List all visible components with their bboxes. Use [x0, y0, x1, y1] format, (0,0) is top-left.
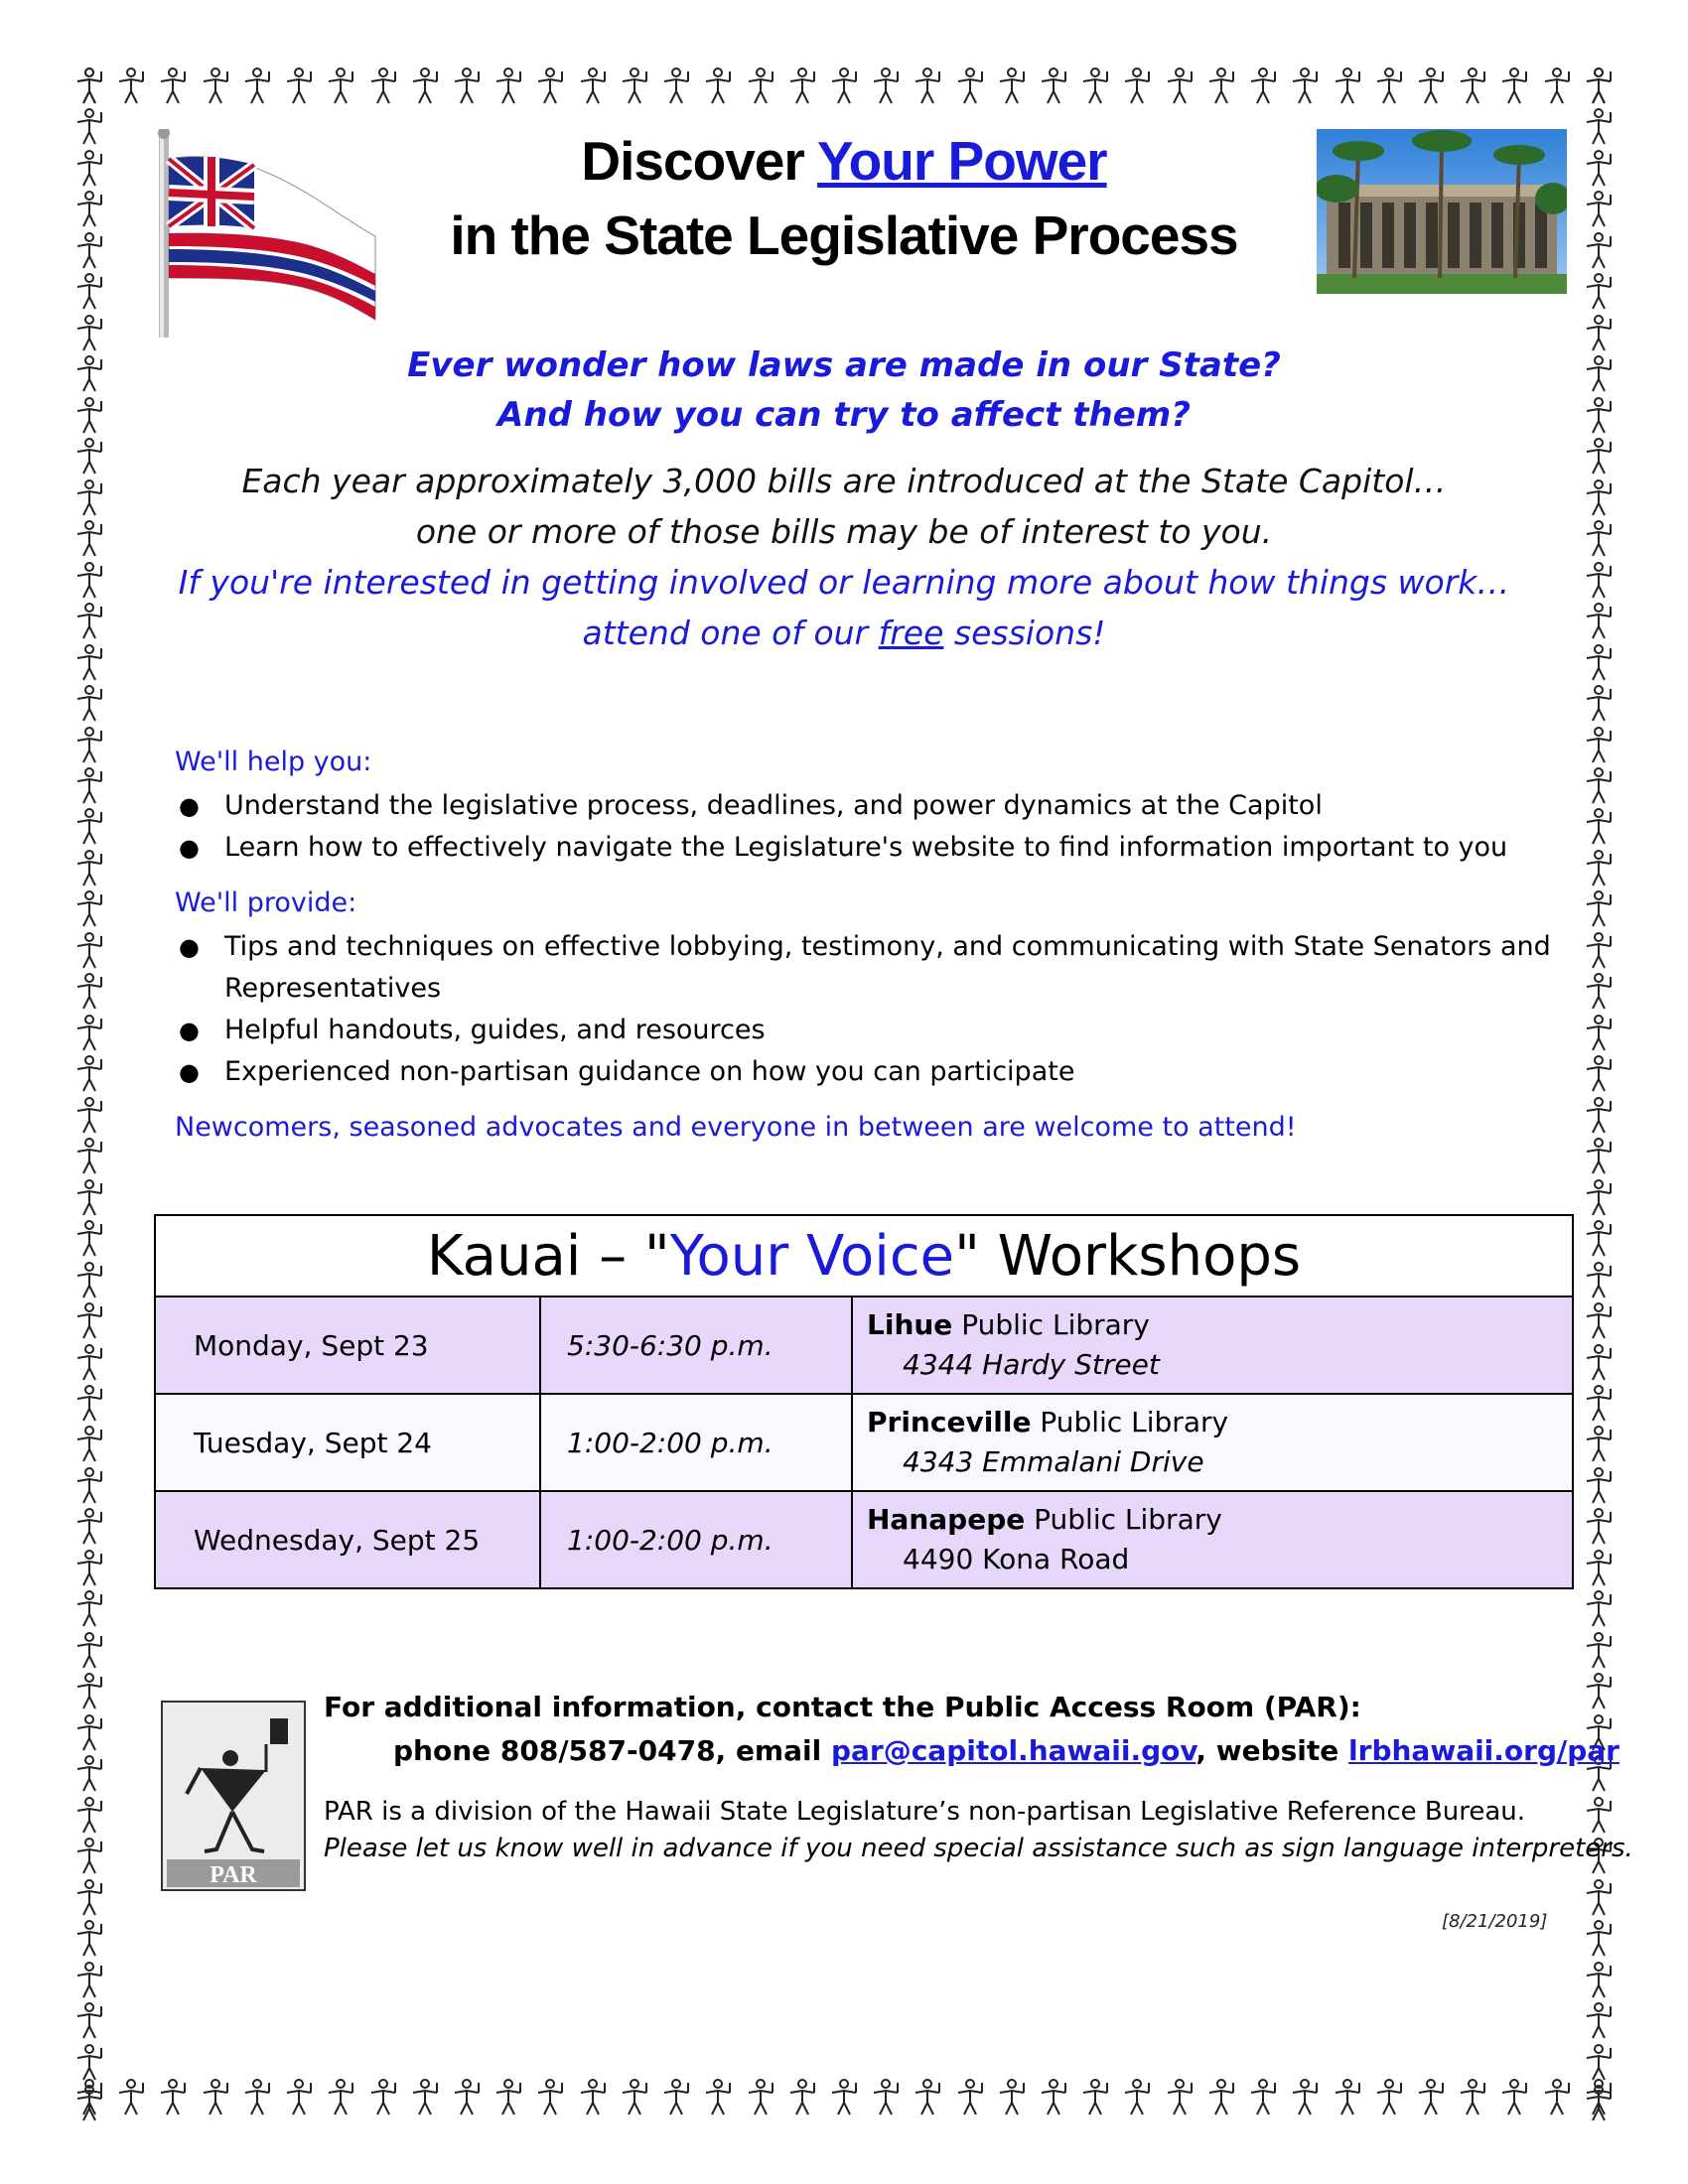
list-item: ● Experienced non-partisan guidance on how you can participate	[179, 1056, 1075, 1087]
stick-figure-icon	[363, 2077, 403, 2116]
stick-figure-icon	[1579, 888, 1618, 928]
stick-figure-icon	[782, 66, 822, 105]
stick-figure-icon	[70, 888, 109, 928]
stick-figure-icon	[70, 971, 109, 1011]
stick-figure-icon	[1579, 66, 1618, 105]
stick-figure-icon	[70, 478, 109, 517]
help-heading: We'll help you:	[175, 747, 372, 777]
email-link[interactable]: par@capitol.hawaii.gov	[830, 1734, 1196, 1767]
stick-figure-icon	[908, 66, 947, 105]
provide-heading: We'll provide:	[175, 887, 357, 918]
stick-figure-icon	[70, 1795, 109, 1835]
workshop-day: Monday, Sept 23	[155, 1297, 540, 1394]
stick-figure-icon	[1201, 2077, 1241, 2116]
stick-figure-icon	[1579, 148, 1618, 188]
stick-figure-icon	[656, 2077, 696, 2116]
stick-figure-icon	[70, 1013, 109, 1052]
closing-statement: Newcomers, seasoned advocates and everyone in between are welcome to attend!	[175, 1112, 1297, 1143]
stick-figure-icon	[1579, 1095, 1618, 1135]
stick-figure-icon	[1579, 2000, 1618, 2040]
stick-figure-icon	[70, 1424, 109, 1463]
stick-figure-icon	[1285, 66, 1325, 105]
stick-figure-icon	[1579, 765, 1618, 805]
stick-figure-icon	[1579, 478, 1618, 517]
intro-question-1: Ever wonder how laws are made in our State?	[407, 345, 1281, 385]
stick-figure-icon	[1579, 1013, 1618, 1052]
provide-list	[175, 926, 1565, 1093]
par-division-note: PAR is a division of the Hawaii State Legislature’s non-partisan Legislative Reference Bureau.	[324, 1797, 1526, 1827]
intro-line-4: attend one of our free sessions!	[582, 614, 1106, 652]
stick-figure-icon	[1579, 271, 1618, 311]
stick-figure-icon	[950, 66, 990, 105]
hawaii-flag-icon	[157, 129, 377, 338]
border-left	[70, 66, 109, 2122]
stick-figure-icon	[1579, 642, 1618, 682]
stick-figure-icon	[1453, 2077, 1492, 2116]
stick-figure-icon	[70, 1671, 109, 1710]
workshops-table	[154, 1214, 1574, 1589]
list-item: ● Tips and techniques on effective lobbying, testimony, and communicating with State Senators and Representatives	[179, 931, 1551, 1004]
stick-figure-icon	[1328, 2077, 1367, 2116]
stick-figure-icon	[1579, 189, 1618, 228]
stick-figure-icon	[1160, 2077, 1199, 2116]
free-emphasis: free	[878, 614, 944, 652]
stick-figure-icon	[1494, 66, 1534, 105]
workshop-time: 1:00-2:00 p.m.	[540, 1394, 852, 1491]
website-link[interactable]: lrbhawaii.org/par	[1348, 1734, 1619, 1767]
stick-figure-icon	[70, 1712, 109, 1752]
stick-figure-icon	[1328, 66, 1367, 105]
stick-figure-icon	[1579, 930, 1618, 970]
stick-figure-icon	[153, 66, 193, 105]
stick-figure-icon	[1579, 1177, 1618, 1217]
list-item: ● Understand the legislative process, deadlines, and power dynamics at the Capitol	[179, 790, 1323, 821]
stick-figure-icon	[1579, 106, 1618, 146]
stick-figure-icon	[70, 1960, 109, 1999]
stick-figure-icon	[70, 189, 109, 228]
stick-figure-icon	[237, 66, 277, 105]
stick-figure-icon	[111, 66, 151, 105]
stick-figure-icon	[1579, 1506, 1618, 1546]
table-row	[155, 1394, 1573, 1491]
stick-figure-icon	[1579, 1795, 1618, 1835]
stick-figure-icon	[1453, 66, 1492, 105]
stick-figure-icon	[70, 1383, 109, 1423]
stick-figure-icon	[1537, 2077, 1577, 2116]
stick-figure-icon	[1369, 66, 1409, 105]
stick-figure-icon	[1579, 1877, 1618, 1917]
stick-figure-icon	[1537, 66, 1577, 105]
stick-figure-icon	[70, 642, 109, 682]
workshop-location: Hanapepe Public Library 4490 Kona Road	[852, 1491, 1573, 1588]
stick-figure-icon	[992, 66, 1032, 105]
workshop-location: Princeville Public Library 4343 Emmalani Drive	[852, 1394, 1573, 1491]
stick-figure-icon	[1579, 313, 1618, 352]
intro-question-2: And how you can try to affect them?	[497, 395, 1191, 435]
stick-figure-icon	[1579, 601, 1618, 640]
stick-figure-icon	[1579, 1918, 1618, 1958]
stick-figure-icon	[1579, 1342, 1618, 1382]
stick-figure-icon	[1579, 353, 1618, 393]
border-top	[70, 66, 1618, 111]
stick-figure-icon	[866, 2077, 906, 2116]
stick-figure-icon	[70, 1053, 109, 1093]
help-list	[175, 785, 1565, 869]
stick-figure-icon	[196, 2077, 235, 2116]
stick-figure-icon	[279, 2077, 319, 2116]
stick-figure-icon	[1117, 66, 1157, 105]
stick-figure-icon	[698, 2077, 738, 2116]
stick-figure-icon	[70, 313, 109, 352]
stick-figure-icon	[1579, 1053, 1618, 1093]
stick-figure-icon	[1579, 1630, 1618, 1670]
stick-figure-icon	[992, 2077, 1032, 2116]
stick-figure-icon	[70, 66, 109, 105]
stick-figure-icon	[824, 2077, 864, 2116]
title-highlight: Your Power	[817, 130, 1107, 192]
stick-figure-icon	[489, 2077, 528, 2116]
stick-figure-icon	[1369, 2077, 1409, 2116]
stick-figure-icon	[70, 518, 109, 558]
intro-line-3: If you're interested in getting involved or learning more about how things work…	[178, 563, 1510, 602]
stick-figure-icon	[70, 1877, 109, 1917]
stick-figure-icon	[405, 66, 445, 105]
stick-figure-icon	[530, 66, 570, 105]
stick-figure-icon	[70, 1300, 109, 1340]
stick-figure-icon	[70, 2000, 109, 2040]
table-row	[155, 1491, 1573, 1588]
stick-figure-icon	[698, 66, 738, 105]
stick-figure-icon	[1034, 2077, 1073, 2116]
stick-figure-icon	[70, 1136, 109, 1175]
stick-figure-icon	[1075, 66, 1115, 105]
stick-figure-icon	[70, 271, 109, 311]
assistance-note: Please let us know well in advance if you need special assistance such as sign language interpreters.	[324, 1834, 1633, 1863]
stick-figure-icon	[70, 1342, 109, 1382]
stick-figure-icon	[1579, 1548, 1618, 1587]
stick-figure-icon	[70, 353, 109, 393]
stick-figure-icon	[1034, 66, 1073, 105]
stick-figure-icon	[1579, 230, 1618, 270]
stick-figure-icon	[573, 2077, 613, 2116]
stick-figure-icon	[908, 2077, 947, 2116]
workshop-location: Lihue Public Library 4344 Hardy Street	[852, 1297, 1573, 1394]
contact-details: phone 808/587-0478, email par@capitol.hawaii.gov, website lrbhawaii.org/par	[393, 1734, 1619, 1767]
stick-figure-icon	[824, 66, 864, 105]
stick-figure-icon	[741, 2077, 780, 2116]
stick-figure-icon	[1579, 2083, 1618, 2122]
stick-figure-icon	[1579, 1136, 1618, 1175]
stick-figure-icon	[1579, 1424, 1618, 1463]
stick-figure-icon	[1579, 725, 1618, 764]
contact-heading: For additional information, contact the Public Access Room (PAR):	[324, 1691, 1361, 1723]
stick-figure-icon	[1494, 2077, 1534, 2116]
stick-figure-icon	[70, 683, 109, 723]
page-title-line1: Discover Your Power	[581, 130, 1107, 192]
stick-figure-icon	[1579, 806, 1618, 846]
stick-figure-icon	[573, 66, 613, 105]
par-logo-text: PAR	[210, 1862, 257, 1888]
date-stamp: [8/21/2019]	[1442, 1911, 1548, 1932]
stick-figure-icon	[1579, 848, 1618, 887]
stick-figure-icon	[1075, 2077, 1115, 2116]
border-right	[1579, 66, 1618, 2122]
stick-figure-icon	[70, 1548, 109, 1587]
stick-figure-icon	[1579, 1671, 1618, 1710]
stick-figure-icon	[866, 66, 906, 105]
par-logo	[161, 1701, 306, 1891]
stick-figure-icon	[1579, 1260, 1618, 1299]
stick-figure-icon	[615, 2077, 654, 2116]
stick-figure-icon	[1579, 1960, 1618, 1999]
workshop-day: Wednesday, Sept 25	[155, 1491, 540, 1588]
intro-line-1: Each year approximately 3,000 bills are introduced at the State Capitol…	[241, 462, 1447, 500]
stick-figure-icon	[741, 66, 780, 105]
stick-figure-icon	[405, 2077, 445, 2116]
stick-figure-icon	[70, 1918, 109, 1958]
stick-figure-icon	[70, 1630, 109, 1670]
stick-figure-icon	[1117, 2077, 1157, 2116]
workshop-day: Tuesday, Sept 24	[155, 1394, 540, 1491]
stick-figure-icon	[70, 106, 109, 146]
stick-figure-icon	[70, 1753, 109, 1793]
intro-line-2: one or more of those bills may be of interest to you.	[415, 512, 1273, 551]
workshop-time: 1:00-2:00 p.m.	[540, 1491, 852, 1588]
stick-figure-icon	[70, 1465, 109, 1505]
page-title-line2: in the State Legislative Process	[450, 205, 1238, 266]
stick-figure-icon	[70, 1836, 109, 1875]
stick-figure-icon	[1411, 66, 1451, 105]
stick-figure-icon	[70, 148, 109, 188]
stick-figure-icon	[70, 1095, 109, 1135]
stick-figure-icon	[1579, 395, 1618, 435]
stick-figure-icon	[1579, 2042, 1618, 2082]
stick-figure-icon	[70, 230, 109, 270]
stick-figure-icon	[656, 66, 696, 105]
stick-figure-icon	[70, 395, 109, 435]
stick-figure-icon	[196, 66, 235, 105]
stick-figure-icon	[70, 806, 109, 846]
stick-figure-icon	[1579, 518, 1618, 558]
stick-figure-icon	[447, 66, 487, 105]
stick-figure-icon	[321, 2077, 360, 2116]
stick-figure-icon	[70, 930, 109, 970]
stick-figure-icon	[1160, 66, 1199, 105]
stick-figure-icon	[1579, 683, 1618, 723]
stick-figure-icon	[70, 560, 109, 600]
stick-figure-icon	[70, 765, 109, 805]
stick-figure-icon	[70, 2042, 109, 2082]
stick-figure-icon	[70, 601, 109, 640]
border-bottom	[70, 2077, 1618, 2122]
stick-figure-icon	[1243, 66, 1283, 105]
workshops-title: Kauai – "Your Voice" Workshops	[155, 1215, 1573, 1297]
stick-figure-icon	[70, 848, 109, 887]
stick-figure-icon	[489, 66, 528, 105]
stick-figure-icon	[1243, 2077, 1283, 2116]
stick-figure-icon	[1411, 2077, 1451, 2116]
stick-figure-icon	[70, 436, 109, 476]
stick-figure-icon	[70, 1177, 109, 1217]
stick-figure-icon	[782, 2077, 822, 2116]
stick-figure-icon	[70, 1588, 109, 1628]
stick-figure-icon	[447, 2077, 487, 2116]
stick-figure-icon	[950, 2077, 990, 2116]
stick-figure-icon	[1579, 1465, 1618, 1505]
state-capitol-photo	[1317, 129, 1567, 294]
stick-figure-icon	[70, 2083, 109, 2122]
stick-figure-icon	[153, 2077, 193, 2116]
workshop-time: 5:30-6:30 p.m.	[540, 1297, 852, 1394]
stick-figure-icon	[111, 2077, 151, 2116]
stick-figure-icon	[321, 66, 360, 105]
stick-figure-icon	[70, 1260, 109, 1299]
stick-figure-icon	[1285, 2077, 1325, 2116]
stick-figure-icon	[615, 66, 654, 105]
stick-figure-icon	[70, 1218, 109, 1258]
stick-figure-icon	[1579, 971, 1618, 1011]
stick-figure-icon	[1579, 436, 1618, 476]
stick-figure-icon	[363, 66, 403, 105]
stick-figure-icon	[237, 2077, 277, 2116]
stick-figure-icon	[70, 725, 109, 764]
stick-figure-icon	[70, 1506, 109, 1546]
stick-figure-icon	[1579, 1300, 1618, 1340]
stick-figure-icon	[1201, 66, 1241, 105]
stick-figure-icon	[1579, 1588, 1618, 1628]
list-item: ● Learn how to effectively navigate the Legislature's website to find information important to you	[179, 832, 1508, 863]
stick-figure-icon	[279, 66, 319, 105]
stick-figure-icon	[1579, 560, 1618, 600]
stick-figure-icon	[530, 2077, 570, 2116]
list-item: ● Helpful handouts, guides, and resources	[179, 1015, 766, 1045]
table-row	[155, 1297, 1573, 1394]
stick-figure-icon	[1579, 1383, 1618, 1423]
stick-figure-icon	[1579, 1218, 1618, 1258]
